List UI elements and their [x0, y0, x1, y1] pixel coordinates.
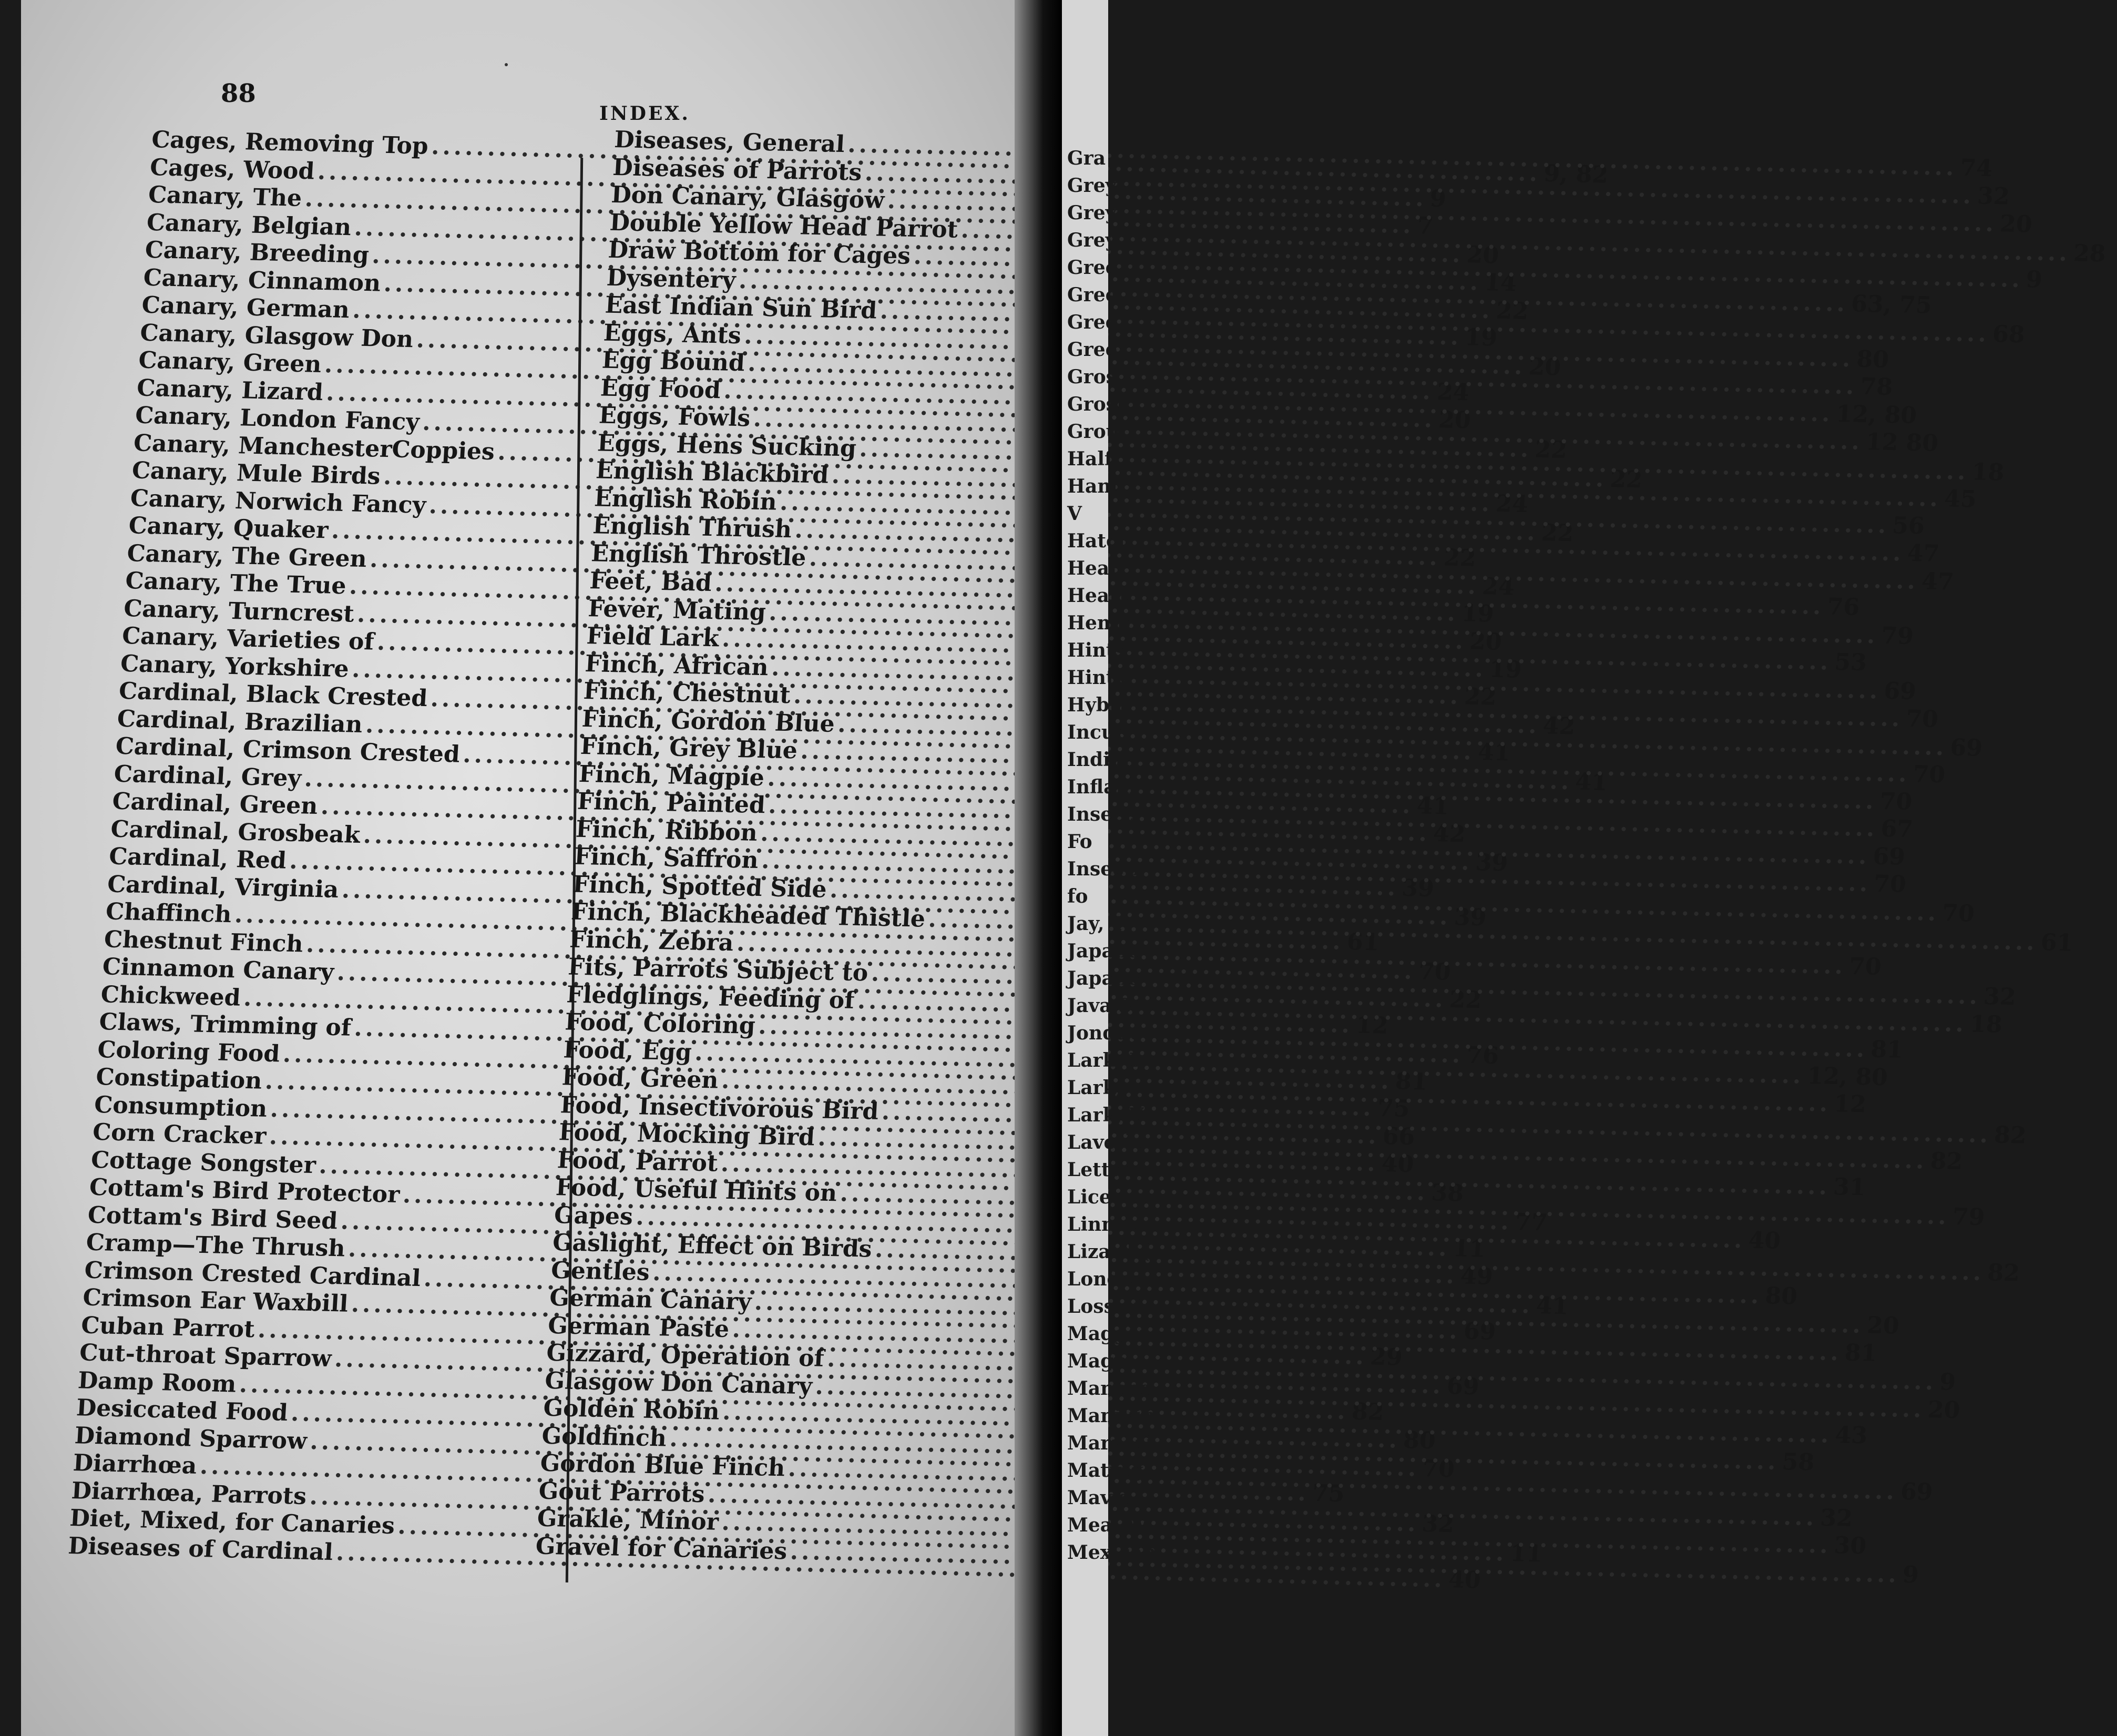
entry-page-number: 78	[1859, 373, 1894, 401]
next-page-fragment: Indian	[1067, 749, 1137, 771]
next-page-fragment: Insecti	[1067, 858, 1140, 880]
entry-name: Cottam's Bird Protector	[88, 1173, 401, 1209]
entry-page-number: 39	[1401, 874, 1435, 902]
entry-name: Canary, Green	[138, 346, 322, 378]
entry-page-number: 20	[1466, 241, 1500, 269]
entry-name: Consumption	[93, 1091, 268, 1122]
next-page-fragment: Inflam	[1067, 776, 1136, 798]
entry-page-number: 22	[1443, 544, 1477, 572]
entry-name: Canary, Lizard	[136, 374, 324, 406]
entry-name: Cardinal, Virginia	[106, 870, 340, 903]
next-page-fragment: V	[1067, 503, 1082, 525]
entry-page-number: 9	[1901, 1561, 1920, 1589]
entry-page-number: 69	[1883, 677, 1917, 705]
entry-page-number: 40	[1747, 1227, 1782, 1254]
entry-page-number: 39	[1475, 849, 1509, 876]
entry-name: Claws, Trimming of	[98, 1008, 352, 1041]
next-page-fragment: Jonque	[1067, 1022, 1142, 1044]
entry-page-number: 45	[1943, 485, 1977, 513]
entry-name: Cramp—The Thrush	[85, 1229, 346, 1262]
entry-name: Constipation	[95, 1063, 263, 1095]
entry-page-number: 24	[1495, 490, 1529, 518]
entry-page-number: 18	[1971, 458, 2005, 486]
next-page-fragment: Maggot	[1067, 1323, 1149, 1345]
entry-name: Canary, Quaker	[128, 512, 329, 544]
entry-page-number: 70	[1905, 705, 1939, 733]
entry-name: German Paste	[547, 1312, 730, 1343]
entry-name: English Thrush	[592, 512, 793, 544]
entry-page-number: 58	[1781, 1448, 1815, 1476]
entry-name: Diamond Sparrow	[74, 1422, 308, 1455]
entry-name: Finch, Magpie	[578, 760, 765, 791]
entry-page-number: 20	[1468, 628, 1503, 656]
entry-name: Canary, Mule Birds	[131, 457, 382, 490]
entry-page-number: 19	[1488, 656, 1523, 683]
entry-name: Cardinal, Red	[108, 843, 288, 874]
next-page-fragment: Incub	[1067, 721, 1129, 743]
entry-page-number: 22	[1495, 297, 1529, 325]
entry-page-number: 9	[2025, 266, 2043, 293]
entry-page-number: 70	[1848, 953, 1883, 981]
next-page-fragment: Hang	[1067, 475, 1124, 497]
entry-name: Coloring Food	[97, 1036, 281, 1067]
next-page-fragment: Gra	[1067, 147, 1106, 169]
next-page-fragment: Lizard (	[1067, 1241, 1150, 1263]
entry-page-number: 12, 80	[1806, 1062, 1889, 1091]
next-page-fragment: fo	[1067, 885, 1088, 907]
entry-name: Gaslight, Effect on Birds	[551, 1229, 873, 1263]
entry-page-number: 61	[1346, 928, 1380, 956]
entry-name: Finch, African	[584, 650, 770, 681]
entry-page-number: 12, 80	[1835, 400, 1918, 429]
entry-name: Cuban Parrot	[80, 1311, 255, 1343]
book-spine-shadow	[1015, 0, 1062, 1736]
entry-name: Diseases of Cardinal	[67, 1532, 334, 1566]
entry-name: Glasgow Don Canary	[544, 1367, 813, 1400]
entry-name: Feet, Bad	[589, 567, 713, 597]
next-page-fragment: Jay, T	[1067, 913, 1125, 935]
next-page-fragment: Healt	[1067, 557, 1126, 579]
entry-name: Don Canary, Glasgow	[610, 181, 885, 214]
entry-page-number: 32	[1977, 182, 2011, 210]
entry-page-number: 22	[1540, 519, 1574, 547]
entry-name: Gentles	[550, 1257, 651, 1286]
entry-page-number: 9, 82	[1543, 160, 1609, 189]
entry-name: Fits, Parrots Subject to	[567, 953, 869, 987]
next-page-fragment: Japane	[1067, 967, 1140, 989]
entry-page-number: 14	[1484, 269, 1518, 297]
entry-name: Grakle, Minor	[536, 1505, 720, 1536]
entry-page-number: 76	[1826, 593, 1860, 621]
entry-name: Canary, Turncrest	[123, 595, 355, 628]
next-page-fragment: Lark, I	[1067, 1049, 1138, 1071]
entry-page-number: 68	[1991, 320, 2026, 349]
entry-page-number: 77	[1514, 1208, 1548, 1237]
entry-name: Finch, Spotted Side	[571, 871, 827, 903]
entry-page-number: 20	[1999, 210, 2033, 238]
page-number: 88	[221, 79, 256, 108]
entry-name: Cardinal, Grey	[113, 760, 302, 792]
next-page-fragment: Hints	[1067, 639, 1126, 661]
entry-name: Canary, Varieties of	[121, 622, 375, 656]
entry-name: Cottam's Bird Seed	[87, 1201, 339, 1234]
entry-name: Crimson Crested Cardinal	[84, 1257, 422, 1292]
next-page-fragment: Half-	[1067, 448, 1120, 470]
next-page-fragment: Hybri	[1067, 694, 1127, 716]
entry-page-number: 81	[1870, 1036, 1904, 1064]
next-page-fragment: Hemp	[1067, 612, 1131, 634]
entry-page-number: 31	[1833, 1173, 1867, 1201]
next-page-fragment: Heart	[1067, 585, 1128, 607]
next-page-fragment: Grou	[1067, 421, 1120, 443]
entry-page-number: 81	[1394, 1067, 1428, 1096]
entry-page-number: 32	[1982, 983, 2017, 1011]
entry-name: Finch, Ribbon	[575, 815, 759, 846]
entry-name: Chaffinch	[105, 898, 232, 928]
entry-page-number: 43	[1834, 1422, 1868, 1449]
next-page-fragment: Laverlo	[1067, 1131, 1146, 1153]
entry-name: Goldfinch	[541, 1422, 668, 1452]
entry-name: East Indian Sun Bird	[604, 291, 878, 324]
next-page-fragment: Linnet.	[1067, 1213, 1143, 1235]
entry-page-number: 67	[1880, 815, 1914, 843]
entry-name: Gout Parrots	[538, 1477, 706, 1508]
entry-page-number: 24	[1436, 378, 1470, 406]
entry-name: Eggs, Ants	[602, 319, 742, 349]
entry-page-number: 41	[1535, 1292, 1569, 1320]
entry-page-number: 24	[1481, 573, 1516, 601]
entry-page-number: 70	[1421, 1455, 1456, 1483]
entry-page-number: 12 80	[1865, 428, 1939, 457]
entry-page-number: 12	[1833, 1090, 1867, 1118]
entry-page-number: 11	[1509, 1539, 1543, 1568]
entry-name: Canary, The Green	[126, 539, 368, 573]
entry-page-number: 29	[1369, 1343, 1404, 1371]
entry-name: Cinnamon Canary	[101, 953, 335, 986]
next-page-fragment: Loss of	[1067, 1295, 1142, 1318]
entry-name: Canary, The	[147, 181, 303, 212]
entry-name: Fever, Mating	[587, 595, 767, 626]
entry-name: Canary, Yorkshire	[119, 650, 350, 682]
entry-page-number: 70	[1941, 899, 1976, 927]
next-page-fragment: Gree	[1067, 339, 1118, 361]
entry-name: Fledglings, Feeding of	[566, 981, 855, 1014]
entry-name: Food, Mocking Bird	[558, 1119, 816, 1151]
next-page-fragment: Manche	[1067, 1377, 1152, 1400]
entry-page-number: 41	[1574, 768, 1609, 796]
entry-name: German Canary	[548, 1284, 752, 1315]
entry-name: Canary, Belgian	[146, 209, 352, 241]
entry-name: Finch, Zebra	[569, 926, 734, 956]
entry-name: Dysentery	[606, 264, 737, 294]
entry-page-number: 30	[1833, 1532, 1867, 1560]
entry-page-number: 39	[1453, 903, 1487, 931]
entry-name: English Throstle	[590, 539, 807, 571]
entry-name: Canary, Glasgow Don	[139, 319, 414, 353]
entry-name: Cut-throat Sparrow	[78, 1339, 333, 1372]
entry-page-number: 47	[1906, 539, 1940, 567]
entry-page-number: 20	[1528, 353, 1562, 381]
entry-name: Food, Egg	[563, 1036, 693, 1066]
entry-page-number: 76	[1466, 1041, 1500, 1070]
next-page-fragment: Grey	[1067, 229, 1117, 251]
entry-page-number: 19	[1460, 600, 1495, 628]
next-page-fragment: Meal W	[1067, 1514, 1148, 1536]
entry-page-number: 69	[1899, 1478, 1934, 1506]
entry-page-number: 22	[1534, 436, 1568, 464]
entry-name: Cardinal, Green	[111, 788, 319, 820]
entry-name: Double Yellow Head Parrot	[609, 209, 959, 243]
entry-page-number: 18	[1969, 1010, 2003, 1038]
next-page-fragment: Grosl	[1067, 393, 1124, 415]
next-page-fragment: Insect	[1067, 803, 1133, 825]
next-page-fragment: Hints	[1067, 667, 1126, 689]
entry-name: Canary, Breeding	[144, 236, 370, 269]
entry-name: English Robin	[594, 484, 778, 516]
next-page-fragment: Mavis .	[1067, 1487, 1143, 1509]
entry-page-number: 70	[1879, 788, 1913, 815]
entry-name: Draw Bottom for Cages	[607, 236, 912, 270]
next-page-fragment: Java S	[1067, 995, 1132, 1017]
entry-page-number: 70	[1912, 760, 1946, 789]
entry-page-number: 47	[1921, 567, 1955, 595]
entry-page-number: 82	[1929, 1147, 1963, 1176]
entry-name: Golden Robin	[543, 1394, 721, 1425]
entry-name: English Blackbird	[595, 457, 830, 489]
entry-name: Food, Parrot	[556, 1146, 719, 1177]
entry-name: Cardinal, Brazilian	[116, 705, 363, 738]
next-page-fragment: Lice . .	[1067, 1186, 1138, 1208]
entry-page-number: 20	[1866, 1312, 1900, 1340]
entry-page-number: 80	[1856, 345, 1890, 373]
entry-page-number: 41	[1416, 792, 1450, 820]
next-page-fragment: Lark, V	[1067, 1104, 1144, 1126]
entry-name: Cardinal, Black Crested	[118, 677, 428, 712]
entry-page-number: 42	[1542, 712, 1576, 740]
entry-page-number: 42	[1432, 820, 1467, 848]
entry-page-number: 32	[1421, 1510, 1455, 1538]
entry-page-number: 79	[1951, 1203, 1986, 1231]
next-page-fragment: London	[1067, 1268, 1147, 1290]
next-page-fragment: Grey	[1067, 175, 1117, 197]
entry-name: Food, Insectivorous Bird	[559, 1091, 879, 1125]
next-page-fragment: Gree	[1067, 311, 1118, 333]
entry-page-number: 63, 75	[1850, 290, 1932, 319]
entry-page-number: 82	[1987, 1259, 2021, 1287]
entry-page-number: 40	[1447, 1566, 1482, 1594]
entry-page-number: 22	[1464, 682, 1498, 711]
next-page-fragment: Magpie	[1067, 1350, 1147, 1372]
entry-page-number: 41	[1477, 738, 1511, 766]
entry-name: Egg Bound	[601, 346, 746, 377]
entry-name: Diseases of Parrots	[612, 154, 863, 186]
entry-page-number: 75	[1311, 1479, 1345, 1508]
entry-name: Eggs, Fowls	[598, 402, 751, 432]
next-page-fragment: Maracai	[1067, 1432, 1154, 1454]
entry-page-number: 80	[1764, 1282, 1798, 1310]
next-page-fragment: Grey	[1067, 202, 1117, 224]
entry-page-number: 66	[1382, 1122, 1416, 1150]
entry-page-number: 74	[1959, 154, 1993, 182]
entry-name: Canary, Cinnamon	[142, 264, 382, 297]
entry-name: Canary, Norwich Fancy	[129, 484, 427, 519]
next-page-fragment: Mating	[1067, 1459, 1143, 1482]
entry-name: Canary, London Fancy	[134, 402, 421, 436]
next-page-fragment: Lark, .	[1067, 1077, 1136, 1099]
next-page-fragment: Hatch	[1067, 530, 1132, 552]
entry-name: Canary, The True	[125, 567, 347, 600]
entry-name: Finch, Chestnut	[582, 678, 792, 709]
entry-page-number: 70	[1417, 957, 1452, 986]
entry-name: Cottage Songster	[90, 1146, 317, 1179]
page-header: INDEX.	[599, 103, 690, 125]
entry-name: Chickweed	[100, 981, 241, 1012]
entry-page-number: 70	[1873, 870, 1907, 898]
entry-name: Egg Food	[599, 374, 722, 404]
next-page-fragment: Fo	[1067, 831, 1092, 853]
entry-page-number: 40	[1380, 1150, 1415, 1178]
entry-name: Eggs, Hens Sucking	[596, 429, 857, 462]
next-page-fragment: Gros	[1067, 366, 1117, 388]
entry-name: Gapes	[553, 1201, 634, 1230]
next-page-fragment: Mexican	[1067, 1541, 1157, 1564]
entry-name: Finch, Saffron	[573, 843, 759, 874]
entry-page-number: 82	[1993, 1121, 2028, 1149]
entry-name: Diarrhœa, Parrots	[70, 1477, 308, 1510]
entry-page-number: 79	[1880, 622, 1915, 650]
entry-name: Gordon Blue Finch	[539, 1449, 786, 1482]
entry-name: Crimson Ear Waxbill	[82, 1284, 349, 1318]
entry-page-number: 9	[1429, 185, 1447, 212]
next-page-fragment: Manikin	[1067, 1405, 1155, 1427]
entry-page-number: 22	[1609, 465, 1643, 493]
entry-name: Cardinal, Crimson Crested	[115, 732, 461, 768]
entry-page-number: 22	[1448, 986, 1482, 1014]
entry-name: Finch, Gordon Blue	[581, 705, 836, 738]
entry-page-number: 9	[1939, 1369, 1957, 1396]
entry-page-number: 56	[1891, 512, 1926, 539]
entry-page-number: 12	[1355, 1011, 1389, 1039]
entry-page-number: 53	[1834, 648, 1868, 677]
entry-name: Gizzard, Operation of	[546, 1339, 825, 1372]
next-page-fragment: Gree	[1067, 284, 1118, 306]
entry-name: Diet, Mixed, for Canaries	[69, 1504, 396, 1540]
entry-page-number: 69	[1463, 1318, 1497, 1346]
entry-page-number: 69	[1872, 842, 1906, 871]
entry-name: Finch, Grey Blue	[579, 732, 799, 764]
entry-name: Damp Room	[77, 1366, 237, 1398]
entry-name: Chestnut Finch	[103, 925, 304, 957]
entry-page-number: 19	[1464, 324, 1498, 352]
next-page-edge	[1062, 0, 1157, 1736]
entry-page-number: 81	[1844, 1339, 1878, 1367]
entry-page-number: 80	[1402, 1426, 1437, 1455]
entry-page-number: 20	[1927, 1396, 1961, 1424]
entry-page-number: 75	[1376, 1095, 1410, 1122]
entry-page-number: 82	[1351, 1397, 1385, 1426]
entry-name: Food, Useful Hints on	[555, 1174, 838, 1207]
entry-page-number: 38	[1430, 1179, 1465, 1207]
entry-page-number: 69	[1446, 1372, 1480, 1401]
entry-name: Field Lark	[586, 622, 720, 652]
dust-speck	[505, 63, 508, 66]
entry-page-number: 61	[2040, 929, 2074, 957]
entry-page-number: 7	[1416, 212, 1435, 240]
entry-name: Canary, ManchesterCoppies	[132, 429, 496, 465]
entry-name: Cardinal, Grosbeak	[110, 815, 361, 849]
entry-page-number: 49	[1459, 1262, 1494, 1290]
entry-name: Cages, Wood	[149, 154, 315, 185]
entry-page-number: 28	[2072, 239, 2106, 267]
entry-name: Canary, German	[141, 291, 351, 324]
entry-name: Desiccated Food	[75, 1394, 289, 1426]
entry-name: Food, Coloring	[564, 1008, 756, 1039]
entry-name: Diarrhœa	[72, 1449, 198, 1479]
entry-name: Finch, Blackheaded Thistle	[570, 898, 926, 933]
entry-page-number: 11	[1452, 1234, 1486, 1263]
next-page-fragment: Lettuce	[1067, 1159, 1148, 1181]
entry-name: Corn Cracker	[91, 1118, 267, 1150]
next-page-fragment: Gree	[1067, 257, 1118, 279]
entry-page-number: 69	[1949, 733, 1983, 762]
entry-page-number: 32	[1819, 1504, 1854, 1532]
entry-name: Finch, Painted	[576, 788, 766, 819]
next-page-fragment: Japane	[1067, 940, 1140, 962]
entry-name: Gravel for Canaries	[535, 1532, 788, 1565]
entry-page-number: 20	[1438, 406, 1472, 434]
entry-name: Food, Green	[561, 1064, 719, 1094]
entry-name: Cages, Removing Top	[150, 126, 429, 160]
entry-name: Diseases, General	[613, 126, 846, 158]
